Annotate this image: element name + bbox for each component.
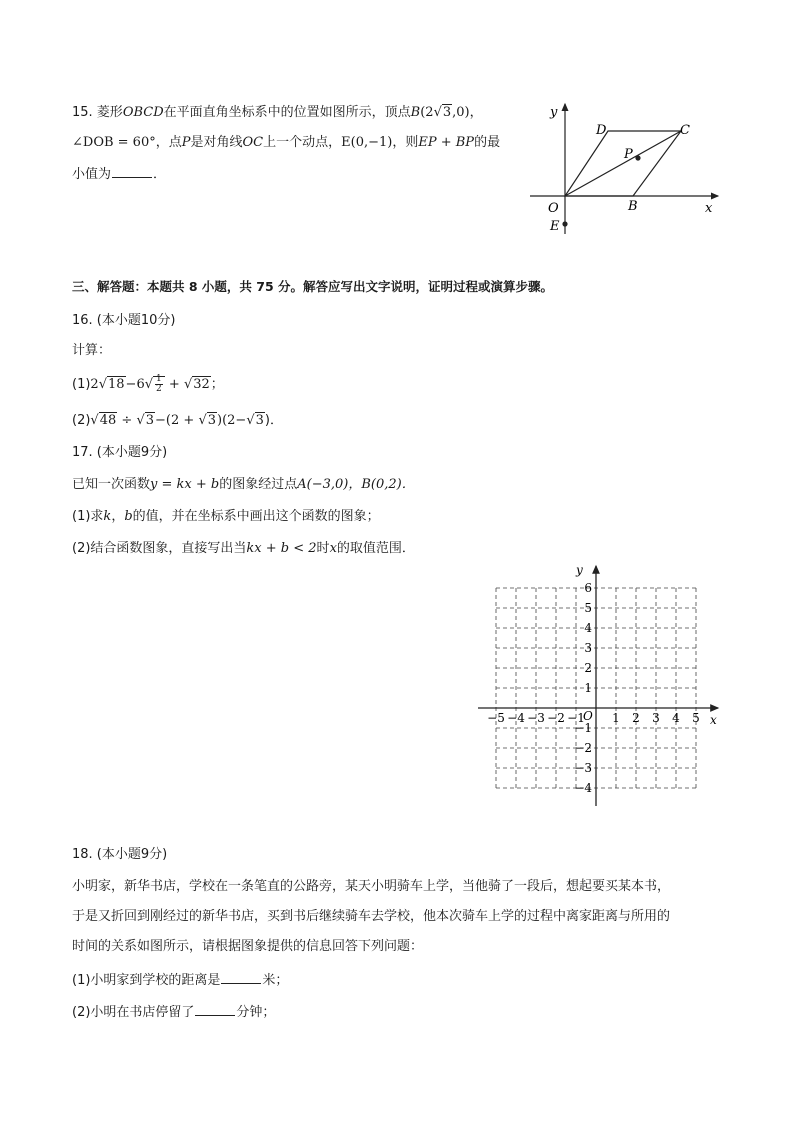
answer-blank[interactable]	[112, 164, 152, 178]
q16-part-1: (1)2√18−6√ $\frac{1}{2}$ + √32；	[72, 374, 224, 394]
label-p: P	[624, 147, 633, 162]
label-e: E	[550, 219, 560, 234]
q15-line-1: 15. 菱形OBCD在平面直角坐标系中的位置如图所示，顶点B(2√3,0)，	[72, 105, 483, 120]
x-tick-label: 5	[692, 711, 700, 725]
q18-part-2: (2)小明在书店停留了 分钟；	[72, 1002, 275, 1022]
label-o: O	[548, 201, 559, 216]
point-e	[562, 221, 567, 226]
sqrt-3: √3	[433, 105, 452, 120]
q16-intro: 计算：	[72, 343, 112, 358]
x-tick-label: −3	[527, 711, 545, 725]
y-tick-label: 1	[584, 681, 592, 695]
x-tick-label: −2	[547, 711, 565, 725]
x-tick-label: −4	[507, 711, 525, 725]
y-label: y	[550, 105, 558, 120]
q15-line-3: 小值为 ．	[72, 164, 166, 184]
x-tick-label: 3	[652, 711, 660, 725]
y-tick-label: −2	[574, 741, 592, 755]
x-tick-label: 4	[672, 711, 680, 725]
q15-line-2: ∠DOB = 60°，点P是对角线OC上一个动点，E(0,−1)，则EP + BP的最	[72, 135, 501, 150]
grid-x-label: x	[710, 713, 717, 727]
x-tick-label: −5	[487, 711, 505, 725]
q18-part-1: (1)小明家到学校的距离是 米；	[72, 970, 288, 990]
q18-line-2: 于是又折回到刚经过的新华书店，买到书后继续骑车去学校，他本次骑车上学的过程中离家距离与所用的	[72, 909, 671, 924]
label-c: C	[680, 123, 690, 138]
label-b: B	[628, 199, 638, 214]
grid-y-label: y	[576, 563, 583, 577]
point-p	[635, 155, 640, 160]
q17-part-2: (2)结合函数图象，直接写出当kx + b < 2时x的取值范围．	[72, 541, 415, 556]
q18-line-3: 时间的关系如图所示，请根据图象提供的信息回答下列问题：	[72, 939, 424, 954]
grid-origin: O	[583, 709, 593, 723]
y-tick-label: −3	[574, 761, 592, 775]
y-tick-label: 6	[584, 581, 592, 595]
q17-coordinate-grid	[470, 562, 730, 812]
q18-line-1: 小明家，新华书店，学校在一条笔直的公路旁，某天小明骑车上学，当他骑了一段后，想起要买某本书，	[72, 879, 671, 894]
diagonal-oc	[565, 131, 681, 196]
section-3-heading: 三、解答题：本题共 8 小题，共 75 分。解答应写出文字说明，证明过程或演算步骤。	[72, 279, 554, 294]
q18-title: 18. (本小题9分)	[72, 847, 168, 862]
y-tick-label: −1	[574, 721, 592, 735]
x-label: x	[705, 201, 713, 216]
answer-blank[interactable]	[221, 970, 261, 984]
y-tick-label: 3	[584, 641, 592, 655]
q17-part-1: (1)求k，b的值，并在坐标系中画出这个函数的图象；	[72, 509, 380, 524]
y-tick-label: 2	[584, 661, 592, 675]
y-tick-label: −4	[574, 781, 592, 795]
y-tick-label: 5	[584, 601, 592, 615]
label-d: D	[596, 123, 607, 138]
x-tick-label: −1	[567, 711, 585, 725]
y-tick-label: 4	[584, 621, 592, 635]
q17-line-1: 已知一次函数y = kx + b的图象经过点A(−3,0)，B(0,2)．	[72, 477, 415, 492]
x-tick-label: 2	[632, 711, 640, 725]
q17-title: 17. (本小题9分)	[72, 445, 168, 460]
q15-rhombus-figure	[520, 96, 730, 236]
x-tick-label: 1	[612, 711, 620, 725]
q16-part-2: (2)√48 ÷ √3−(2 + √3)(2−√3)．	[72, 413, 283, 428]
q16-title: 16. (本小题10分)	[72, 313, 176, 328]
answer-blank[interactable]	[195, 1002, 235, 1016]
